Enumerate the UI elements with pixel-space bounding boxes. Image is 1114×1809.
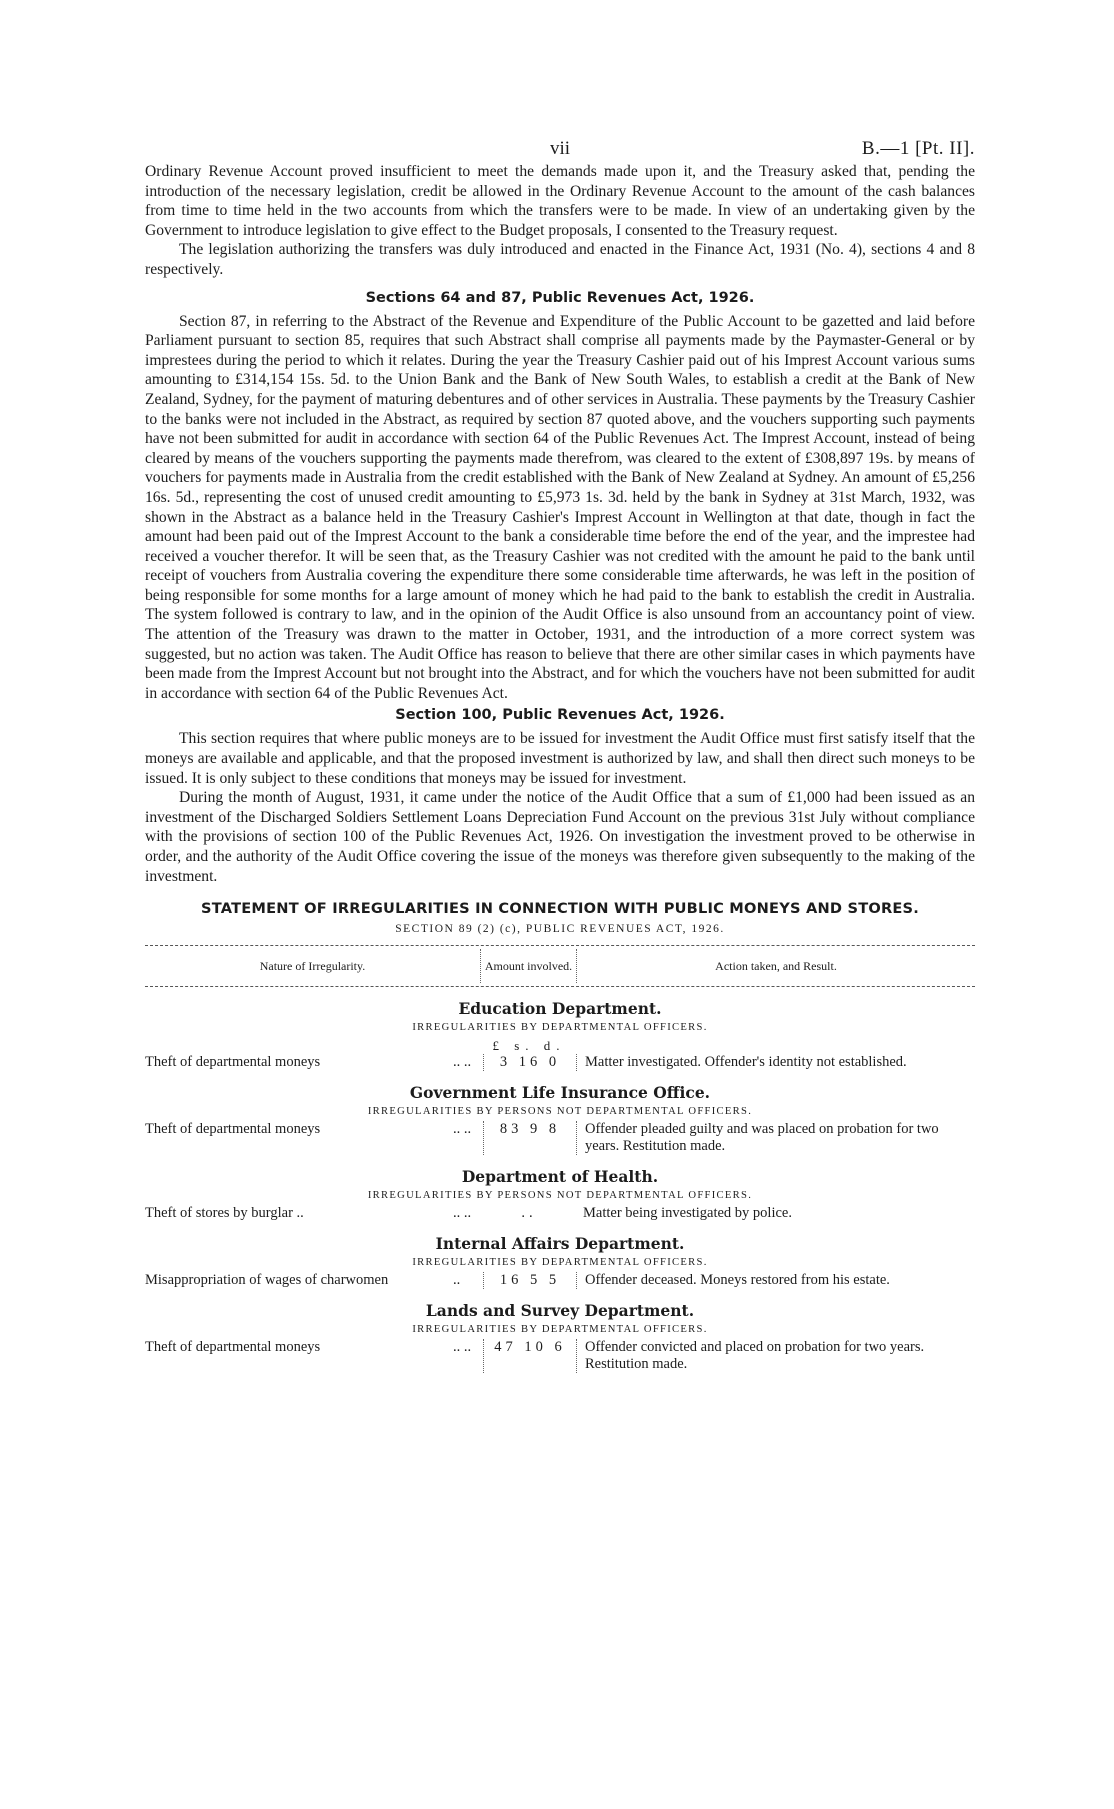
irregularity-category: IRREGULARITIES BY DEPARTMENTAL OFFICERS. (412, 1257, 708, 1269)
irregularity-category: IRREGULARITIES BY PERSONS NOT DEPARTMENTAL OFFICERS. (367, 1190, 753, 1202)
section-100-paragraph-2: During the month of August, 1931, it came under the notice of the Audit Office that a sum of £1,000 had been issued as an investment of the Discharged Soldiers Settlement Loans Depreciation Fund Account on the previous 31st July without compliance with the provisions of section 100 of the Public Revenues Act, 1926. On investigation the investment proved to be otherwise in order, and the authority of the Audit Office covering the issue of the moneys was therefore given subsequently to the making of the investment. (145, 789, 975, 885)
action-taken: Offender pleaded guilty and was placed on probation for two years. Restitution made. (585, 1121, 939, 1155)
leader-dots: .. .. (453, 1054, 472, 1071)
leader-dots: .. .. (453, 1121, 472, 1138)
department-heading: Internal Affairs Department. (435, 1234, 685, 1254)
irregularity-nature: Theft of departmental moneys (145, 1121, 321, 1138)
table-row (145, 1272, 975, 1289)
page-number: vii (550, 138, 571, 159)
column-header-amount: Amount involved. (480, 949, 577, 983)
irregularity-nature: Theft of stores by burglar .. (145, 1205, 304, 1222)
amount-involved: 83 9 8 (483, 1121, 577, 1155)
irregularity-category: IRREGULARITIES BY DEPARTMENTAL OFFICERS. (412, 1324, 708, 1336)
document-reference: B.—1 [Pt. II]. (861, 138, 975, 159)
amount-involved: 3 16 0 (483, 1054, 577, 1071)
section-heading-64-87: Sections 64 and 87, Public Revenues Act, 1926. (365, 289, 755, 306)
table-row (145, 1205, 975, 1222)
section-64-87-paragraph: Section 87, in referring to the Abstract of the Revenue and Expenditure of the Public Account to be gazetted and laid before Parliament pursuant to section 85, requires that such Abstract shall comprise all payments made by the Paymaster-General or by imprestees during the period to which it relates. During the year the Treasury Cashier paid out of his Imprest Account various sums amounting to £314,154 15s. 5d. to the Union Bank and the Bank of New South Wales, to establish a credit at the Bank of New Zealand, Sydney, for the payment of maturing debentures and of other services in Australia. These payments by the Treasury Cashier to the banks were not included in the Abstract, as required by section 87 quoted above, and the vouchers supporting such payments have not been submitted for audit in accordance with section 64 of the Public Revenues Act. The Imprest Account, instead of being cleared by means of the vouchers supporting the payments made therefrom, was cleared to the extent of £308,897 19s. by means of vouchers for payments made in Australia from the credit established with the Bank of New Zealand at Sydney. An amount of £5,256 16s. 5d., representing the cost of unused credit amounting to £5,973 1s. 3d. held by the bank in Sydney at 31st March, 1932, was shown in the Abstract as a balance held in the Treasury Cashier's Imprest Account in Wellington at that date, though in fact the amount had been paid out of the Imprest Account to the bank a considerable time before the end of the year, and the imprestee had received a voucher therefor. It will be seen that, as the Treasury Cashier was not credited with the amount he paid to the bank until receipt of vouchers from Australia covering the expenditure there some considerable time afterwards, he was left in the position of being responsible for some months for a large amount of money which he had paid to the bank to establish the credit in Australia. The system followed is contrary to law, and in the opinion of the Audit Office is also unsound from an accountancy point of view. The attention of the Treasury was drawn to the matter in October, 1931, and the introduction of a more correct system was suggested, but no action was taken. The Audit Office has reason to believe that there are other similar cases in which payments have been made from the Imprest Account but not brought into the Abstract, and for which the vouchers have not been submitted for audit in accordance with section 64 of the Public Revenues Act. (145, 312, 975, 702)
column-header-action: Action taken, and Result. (715, 958, 837, 973)
irregularity-nature: Misappropriation of wages of charwomen (145, 1272, 389, 1289)
action-taken: Offender deceased. Moneys restored from his estate. (585, 1272, 890, 1289)
amount-involved: 47 10 6 (483, 1339, 577, 1373)
document-page (145, 132, 975, 1373)
intro-paragraph-2: The legislation authorizing the transfers was duly introduced and enacted in the Finance Act, 1931 (No. 4), sections 4 and 8 respectively. (145, 241, 975, 278)
department-heading: Government Life Insurance Office. (409, 1083, 711, 1103)
statement-title: STATEMENT OF IRREGULARITIES IN CONNECTION WITH PUBLIC MONEYS AND STORES. (200, 900, 920, 918)
amount-involved: 16 5 5 (483, 1272, 577, 1289)
leader-dots: .. .. (453, 1205, 472, 1222)
action-taken: Matter investigated. Offender's identity not established. (585, 1054, 907, 1071)
section-heading-100: Section 100, Public Revenues Act, 1926. (395, 707, 725, 724)
table-row (145, 1339, 975, 1373)
department-heading: Lands and Survey Department. (425, 1301, 695, 1321)
statement-subtitle: SECTION 89 (2) (c), PUBLIC REVENUES ACT, 1926. (395, 923, 725, 936)
leader-dots: .. (453, 1272, 461, 1289)
currency-header-row (145, 1037, 975, 1054)
department-heading: Education Department. (458, 999, 662, 1019)
intro-paragraph-1: Ordinary Revenue Account proved insufficient to meet the demands made upon it, and the Treasury asked that, pending the introduction of the necessary legislation, credit be allowed in the Ordinary Revenue Account to the amount of the cash balances from time to time held in the two accounts from which the transfers were to be made. In view of an undertaking given by the Government to introduce legislation to give effect to the Budget proposals, I consented to the Treasury request. (145, 163, 975, 239)
amount-involved: .. (521, 1205, 537, 1222)
action-taken: Offender convicted and placed on probation for two years. Restitution made. (585, 1339, 925, 1373)
page-header (145, 132, 975, 162)
irregularity-nature: Theft of departmental moneys (145, 1054, 321, 1071)
table-header (145, 946, 975, 986)
column-header-nature: Nature of Irregularity. (259, 958, 366, 973)
irregularity-category: IRREGULARITIES BY DEPARTMENTAL OFFICERS. (412, 1022, 708, 1034)
action-taken: Matter being investigated by police. (583, 1205, 792, 1222)
table-row (145, 1121, 975, 1155)
department-heading: Department of Health. (461, 1167, 659, 1187)
irregularity-nature: Theft of departmental moneys (145, 1339, 321, 1356)
irregularity-category: IRREGULARITIES BY PERSONS NOT DEPARTMENTAL OFFICERS. (367, 1106, 753, 1118)
leader-dots: .. .. (453, 1339, 472, 1356)
table-row (145, 1054, 975, 1071)
table-header-rule (145, 986, 975, 987)
section-100-paragraph-1: This section requires that where public moneys are to be issued for investment the Audit Office must first satisfy itself that the moneys are available and applicable, and that the proposed investment is authorized by law, and shall then direct such moneys to be issued. It is only subject to these conditions that moneys may be issued for investment. (145, 730, 975, 787)
currency-header: £ s. d. (492, 1038, 566, 1054)
